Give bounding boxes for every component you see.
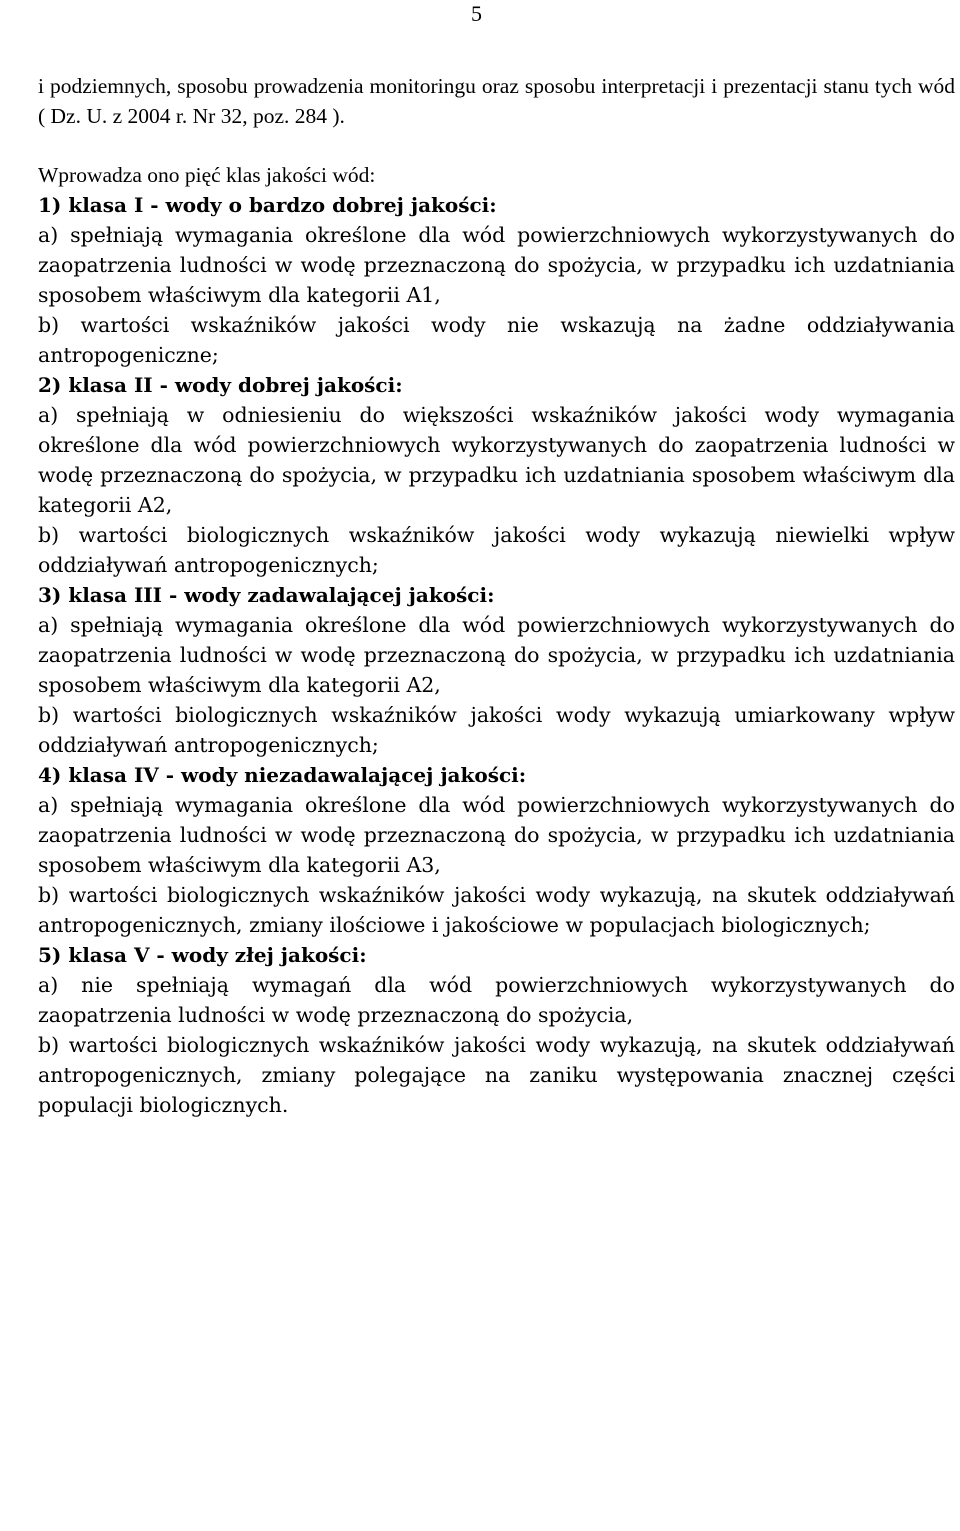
class-5-item-b: b) wartości biologicznych wskaźników jakości wody wykazują, na skutek oddziaływań antropogenicznych, zmiany polegające na zaniku występowania znacznej części populacji biologicznych.	[38, 1033, 955, 1117]
class-4-item-b: b) wartości biologicznych wskaźników jakości wody wykazują, na skutek oddziaływań antropogenicznych, zmiany ilościowe i jakościowe w populacjach biologicznych;	[38, 883, 955, 937]
class-2-item-a: a) spełniają w odniesieniu do większości wskaźników jakości wody wymagania określone dla wód powierzchniowych wykorzystywanych do zaopatrzenia ludności w wodę przeznaczoną do spożycia, w przypadku ich uzdatniania sposobem właściwym dla kategorii A2,	[38, 403, 955, 517]
page-number: 5	[471, 1, 482, 26]
class-1-item-a: a) spełniają wymagania określone dla wód powierzchniowych wykorzystywanych do zaopatrzenia ludności w wodę przeznaczoną do spożycia, w przypadku ich uzdatniania sposobem właściwym dla kategorii A1,	[38, 223, 955, 307]
class-5-heading: 5) klasa V - wody złej jakości:	[38, 943, 367, 967]
class-3-heading: 3) klasa III - wody zadawalającej jakości:	[38, 583, 495, 607]
class-4-section	[38, 760, 955, 940]
class-1-section	[38, 190, 955, 370]
intro-lead-sentence: Wprowadza ono pięć klas jakości wód:	[38, 163, 376, 187]
class-1-item-b: b) wartości wskaźników jakości wody nie wskazują na żadne oddziaływania antropogeniczne;	[38, 313, 955, 367]
class-2-item-b: b) wartości biologicznych wskaźników jakości wody wykazują niewielki wpływ oddziaływań antropogenicznych;	[38, 523, 955, 577]
class-3-item-a: a) spełniają wymagania określone dla wód powierzchniowych wykorzystywanych do zaopatrzenia ludności w wodę przeznaczoną do spożycia, w przypadku ich uzdatniania sposobem właściwym dla kategorii A2,	[38, 613, 955, 697]
class-1-heading: 1) klasa I - wody o bardzo dobrej jakości:	[38, 193, 497, 217]
class-2-section	[38, 370, 955, 580]
document-body	[38, 71, 955, 1120]
class-5-item-a: a) nie spełniają wymagań dla wód powierzchniowych wykorzystywanych do zaopatrzenia ludności w wodę przeznaczoną do spożycia,	[38, 973, 955, 1027]
class-4-item-a: a) spełniają wymagania określone dla wód powierzchniowych wykorzystywanych do zaopatrzenia ludności w wodę przeznaczoną do spożycia, w przypadku ich uzdatniania sposobem właściwym dla kategorii A3,	[38, 793, 955, 877]
class-4-heading: 4) klasa IV - wody niezadawalającej jakości:	[38, 763, 527, 787]
class-5-section	[38, 940, 955, 1120]
intro-paragraph: i podziemnych, sposobu prowadzenia monitoringu oraz sposobu interpretacji i prezentacji stanu tych wód ( Dz. U. z 2004 r. Nr 32, poz. 284 ).	[38, 74, 955, 128]
class-3-section	[38, 580, 955, 760]
class-2-heading: 2) klasa II - wody dobrej jakości:	[38, 373, 403, 397]
class-3-item-b: b) wartości biologicznych wskaźników jakości wody wykazują umiarkowany wpływ oddziaływań antropogenicznych;	[38, 703, 955, 757]
